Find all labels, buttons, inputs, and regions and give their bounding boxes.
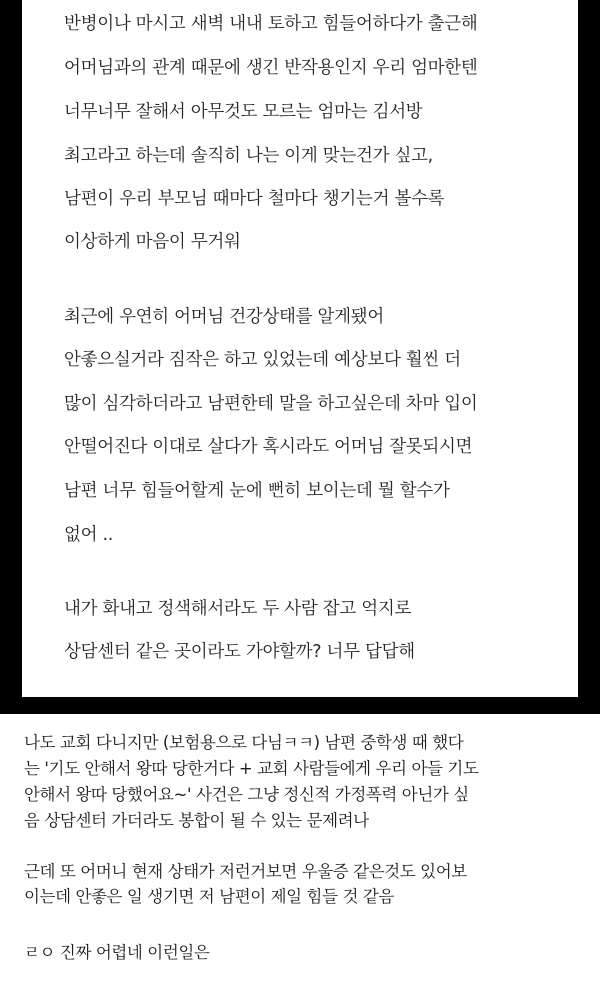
- post-text-line: 없어 ..: [64, 525, 113, 545]
- comment-area: [0, 714, 600, 997]
- post-text-line: 이상하게 마음이 무거워: [64, 232, 241, 252]
- post-text-line: 어머님과의 관계 때문에 생긴 반작용인지 우리 엄마한텐: [64, 58, 478, 78]
- post-text-line: 최고라고 하는데 솔직히 나는 이게 맞는건가 싶고,: [64, 146, 433, 166]
- post-text-line: 남편 너무 힘들어할게 눈에 뻔히 보이는데 뭘 할수가: [64, 481, 450, 501]
- post-text-line: 내가 화내고 정색해서라도 두 사람 잡고 억지로: [64, 599, 412, 619]
- post-card: [22, 0, 578, 697]
- post-text-line: 남편이 우리 부모님 때마다 철마다 챙기는거 볼수록: [64, 189, 445, 209]
- comment-text-line: 근데 또 어머니 현재 상태가 저런거보면 우울증 같은것도 있어보: [24, 862, 467, 881]
- post-text-line: 상담센터 같은 곳이라도 가야할까? 너무 답답해: [64, 642, 415, 662]
- post-text-line: 안좋으실거라 짐작은 하고 있었는데 예상보다 훨씬 더: [64, 350, 461, 370]
- comment-text-line: 안해서 왕따 당했어요~' 사건은 그냥 정신적 가정폭력 아닌가 싶: [24, 785, 469, 804]
- comment-text-line: 는 '기도 안해서 왕따 당한거다 + 교회 사람들에게 우리 아들 기도: [24, 759, 479, 778]
- comment-text-line: 음 상담센터 가더라도 봉합이 될 수 있는 문제려나: [24, 811, 369, 830]
- post-text-line: 반병이나 마시고 새벽 내내 토하고 힘들어하다가 출근해: [64, 14, 478, 34]
- post-text-line: 안떨어진다 이대로 살다가 혹시라도 어머님 잘못되시면: [64, 437, 473, 457]
- post-text-line: 많이 심각하더라고 남편한테 말을 하고싶은데 차마 입이: [64, 394, 478, 414]
- comment-text-line: 나도 교회 다니지만 (보험용으로 다님ㅋㅋ) 남편 중학생 때 했다: [24, 733, 464, 752]
- comment-text-line: 이는데 안좋은 일 생기면 저 남편이 제일 힘들 것 같음: [24, 887, 394, 906]
- post-text-line: 최근에 우연히 어머님 건강상태를 알게됐어: [64, 307, 384, 327]
- comment-text-line: ㄹㅇ 진짜 어렵네 이런일은: [24, 943, 210, 962]
- post-text-line: 너무너무 잘해서 아무것도 모르는 엄마는 김서방: [64, 102, 423, 122]
